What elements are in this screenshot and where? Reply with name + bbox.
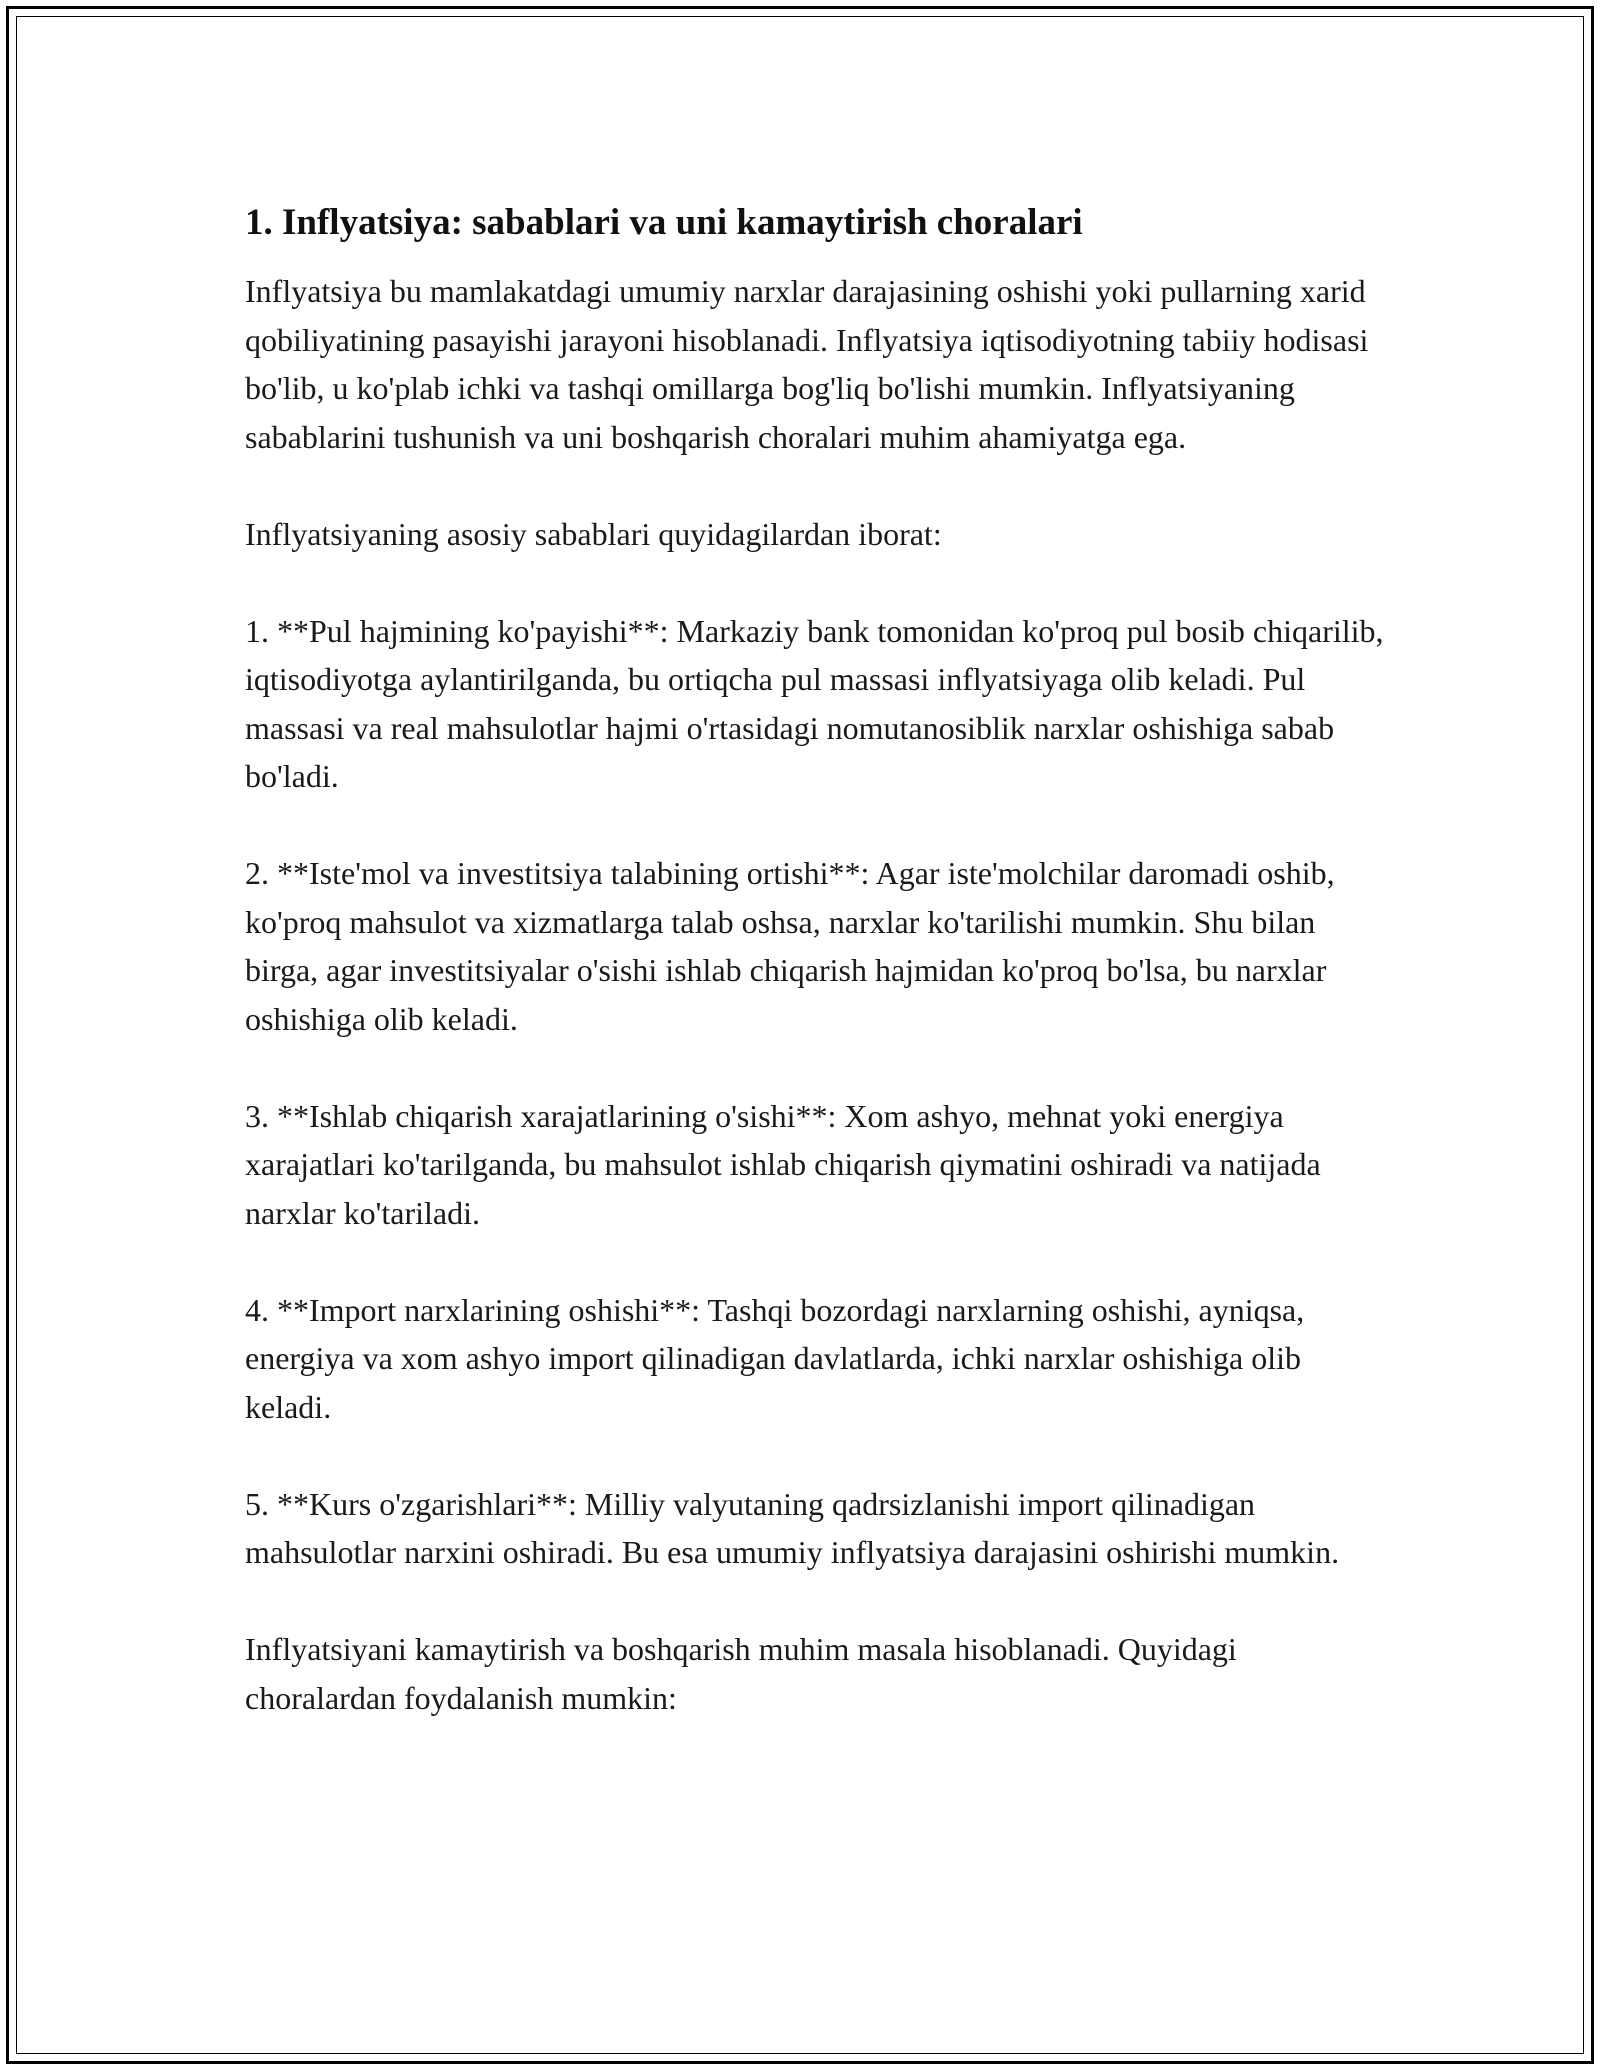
document-title: 1. Inflyatsiya: sabablari va uni kamaytirish choralari (245, 202, 1083, 243)
paragraph-cause-1: 1. **Pul hajmining ko'payishi**: Markaziy bank tomonidan ko'proq pul bosib chiqarilib, iqtisodiyotga aylantirilganda, bu ortiqcha pul massasi inflyatsiyaga olib keladi. Pul massasi va real mahsulotlar hajmi o'rtasidagi nomutanosiblik narxlar oshishiga sabab bo'ladi. (245, 612, 1384, 794)
paragraph-measures-intro: Inflyatsiyani kamaytirish va boshqarish muhim masala hisoblanadi. Quyidagi choralardan foydalanish mumkin: (245, 1631, 1237, 1716)
page-frame (6, 6, 1594, 2064)
paragraph-cause-4: 4. **Import narxlarining oshishi**: Tashqi bozordagi narxlarning oshishi, ayniqsa, energiya va xom ashyo import qilinadigan davlatlarda, ichki narxlar oshishiga olib keladi. (245, 1291, 1305, 1425)
paragraph-causes-heading: Inflyatsiyaning asosiy sabablari quyidagilardan iborat: (245, 515, 942, 552)
paragraph-intro: Inflyatsiya bu mamlakatdagi umumiy narxlar darajasining oshishi yoki pullarning xarid qobiliyatining pasayishi jarayoni hisoblanadi. Inflyatsiya iqtisodiyotning tabiiy hodisasi bo'lib, u ko'plab ichki va tashqi omillarga bog'liq bo'lishi mumkin. Inflyatsiyaning sabablarini tushunish va uni boshqarish choralari muhim ahamiyatga ega. (245, 273, 1369, 455)
paragraph-cause-2: 2. **Iste'mol va investitsiya talabining ortishi**: Agar iste'molchilar daromadi oshib, ko'proq mahsulot va xizmatlarga talab oshsa, narxlar ko'tarilishi mumkin. Shu bilan birga, agar investitsiyalar o'sishi ishlab chiqarish hajmidan ko'proq bo'lsa, bu narxlar oshishiga olib keladi. (245, 855, 1335, 1037)
paragraph-cause-3: 3. **Ishlab chiqarish xarajatlarining o'sishi**: Xom ashyo, mehnat yoki energiya xarajatlari ko'tarilganda, bu mahsulot ishlab chiqarish qiymatini oshiradi va natijada narxlar ko'tariladi. (245, 1097, 1321, 1231)
paragraph-cause-5: 5. **Kurs o'zgarishlari**: Milliy valyutaning qadrsizlanishi import qilinadigan mahsulotlar narxini oshiradi. Bu esa umumiy inflyatsiya darajasini oshirishi mumkin. (245, 1485, 1340, 1570)
document-body (245, 197, 1395, 1771)
